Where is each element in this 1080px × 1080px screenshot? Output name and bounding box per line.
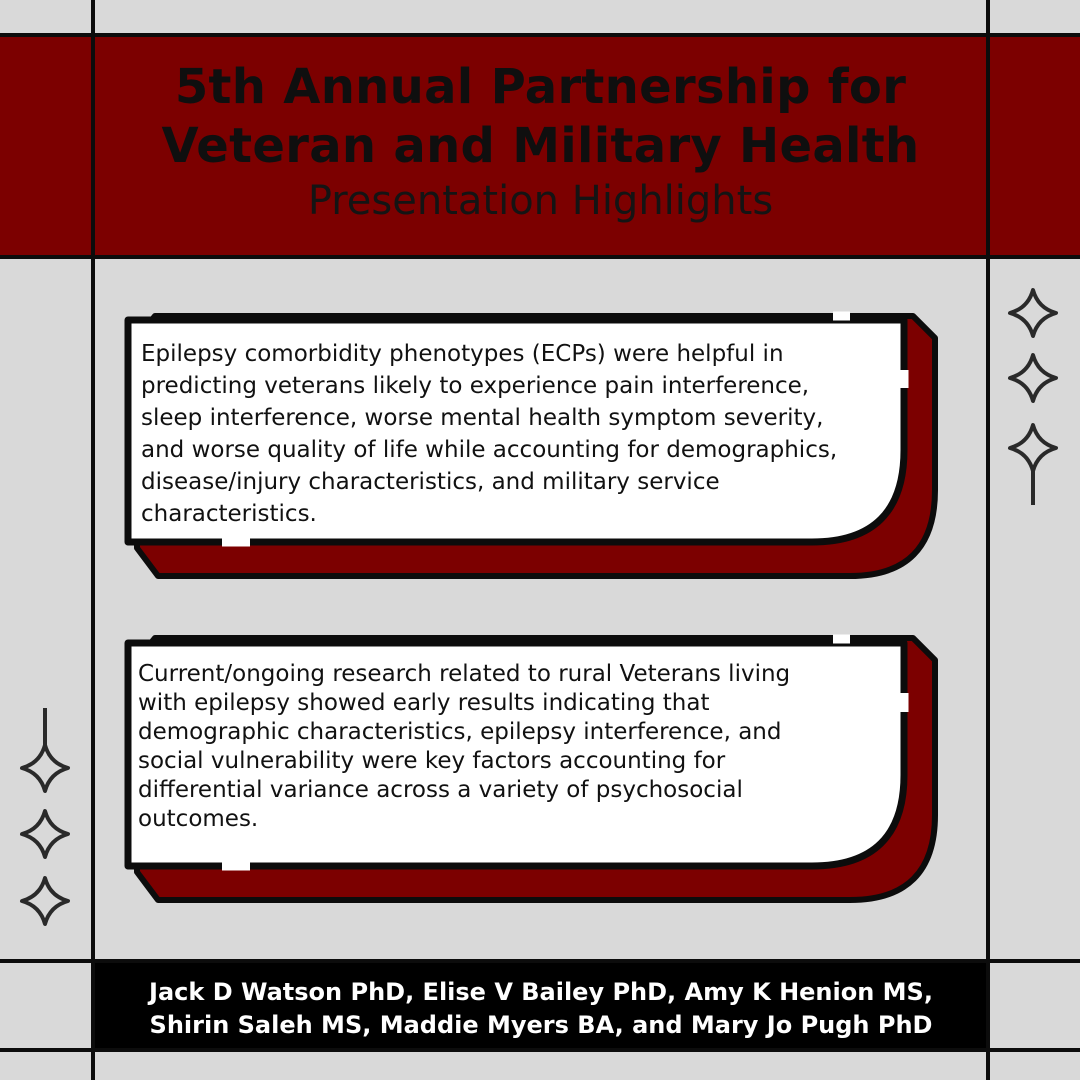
sparkle-icon	[22, 811, 68, 857]
highlight-text-2: Current/ongoing research related to rural Veterans living with epilepsy showed early results indicating that demographic characteristics, epilepsy interference, and social vulnerability were key factors accounting for differential variance across a variety of psychosocial outcomes.	[138, 661, 791, 832]
header	[93, 58, 988, 226]
author-list: Jack D Watson PhD, Elise V Bailey PhD, Amy K Henion MS, Shirin Saleh MS, Maddie Myers BA, and Mary Jo Pugh PhD	[149, 978, 933, 1039]
sparkle-icon	[1010, 425, 1056, 471]
sparkle-icon	[1010, 290, 1056, 336]
title-line-2: Veteran and Military Health	[161, 118, 920, 174]
highlight-text-1: Epilepsy comorbidity phenotypes (ECPs) were helpful in predicting veterans likely to experience pain interference, sleep interference, worse mental health symptom severity, and worse quality of life while accounting for demographics, disease/injury characteristics, and military service characteristics.	[141, 341, 838, 527]
sparkle-icon	[22, 878, 68, 924]
page-subtitle: Presentation Highlights	[307, 178, 774, 224]
sparkle-icon	[1010, 355, 1056, 401]
sparkle-icon	[22, 745, 68, 791]
title-line-1: 5th Annual Partnership for	[174, 59, 907, 115]
